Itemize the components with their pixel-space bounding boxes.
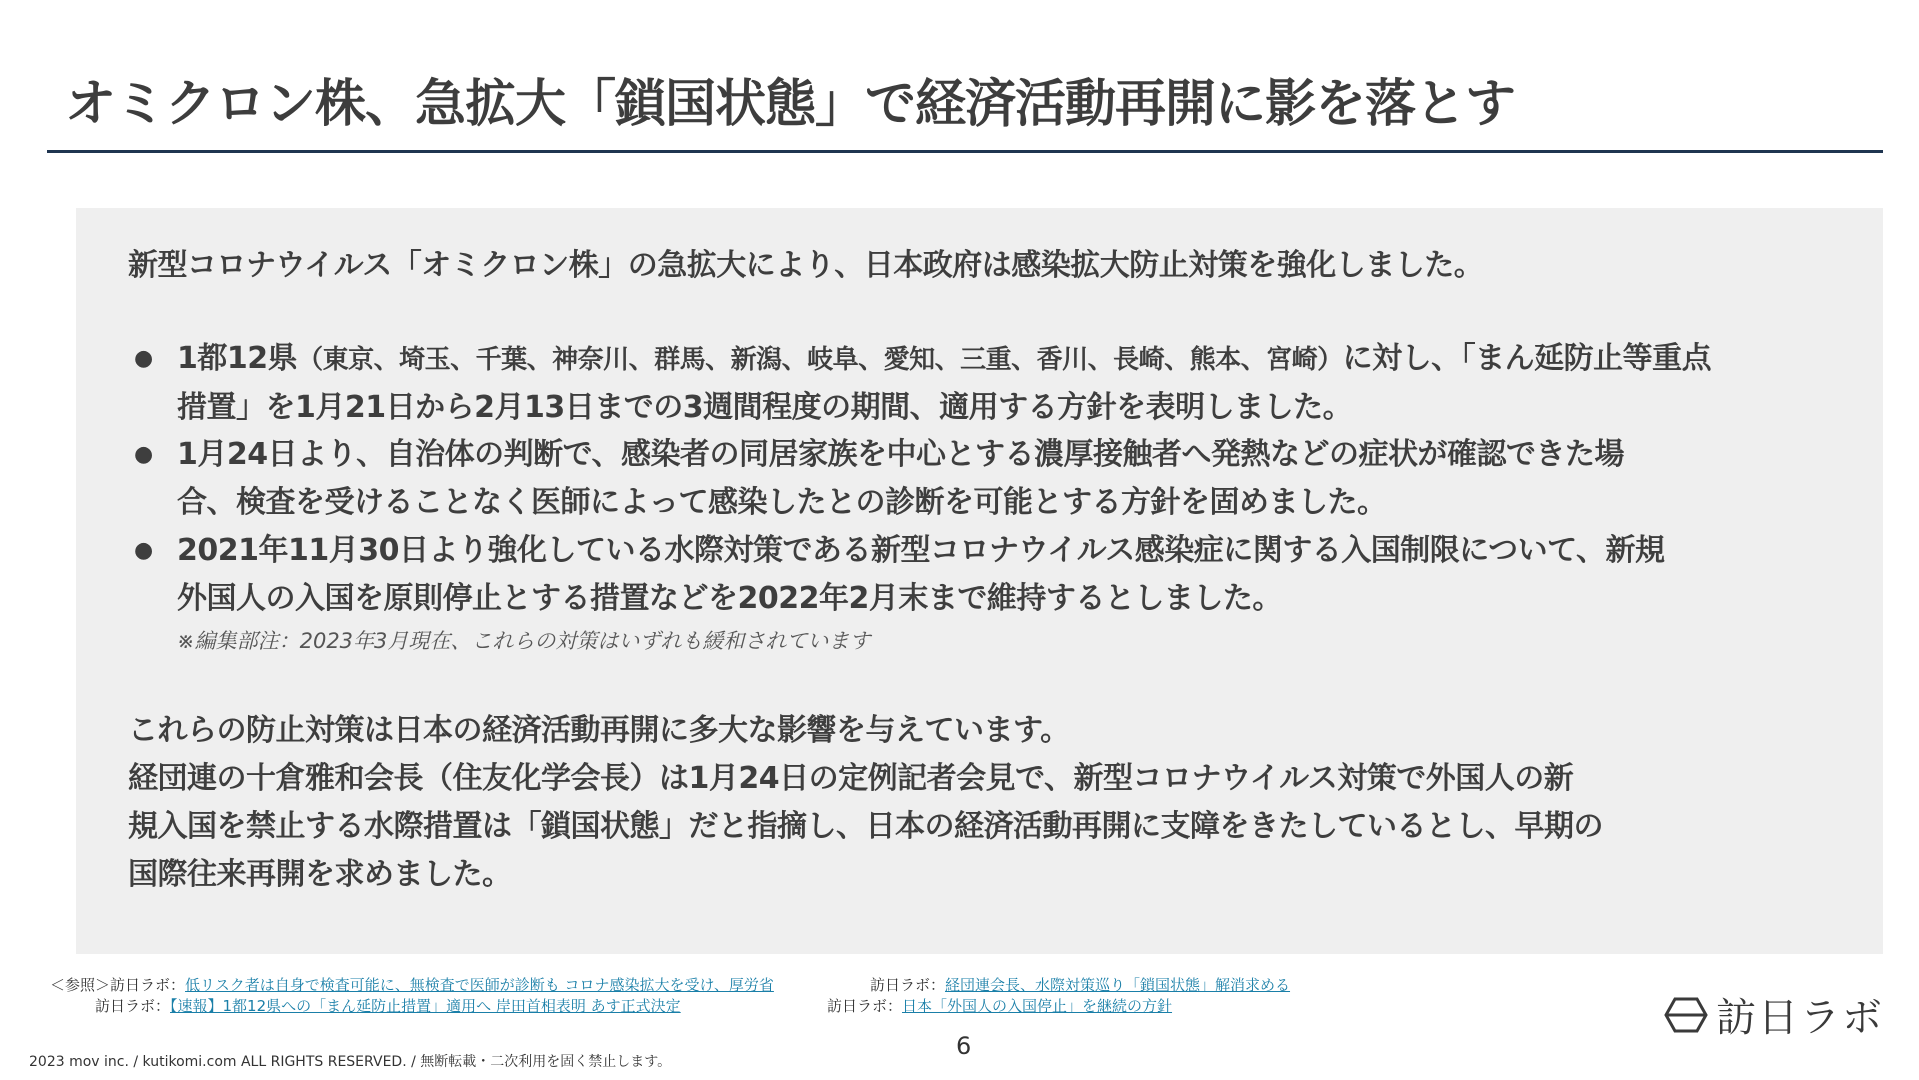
reference-row [870, 974, 1290, 995]
references-heading: ＜参照＞ [50, 976, 111, 994]
editor-note: ※編集部注：2023年3月現在、これらの対策はいずれも緩和されています [177, 629, 871, 653]
intro-text: 新型コロナウイルス「オミクロン株」の急拡大により、日本政府は感染拡大防止対策を強化しました。 [128, 248, 1484, 283]
reference-source: 訪日ラボ： [827, 997, 903, 1015]
reference-row [50, 974, 774, 995]
bullet-dot-icon: ● [134, 538, 153, 563]
list-item-line: 1月24日より、自治体の判断で、感染者の同居家族を中心とする濃厚接触者へ発熱などの症状が確認できた場 [177, 437, 1625, 472]
conclusion-line: これらの防止対策は日本の経済活動再開に多大な影響を与えています。 [128, 713, 1070, 748]
conclusion-paragraph [128, 707, 1603, 899]
list-item [128, 431, 1624, 527]
title-underline [47, 150, 1883, 153]
logo-text: 訪日ラボ [1716, 995, 1884, 1041]
reference-link[interactable]: 経団連会長、水際対策巡り「鎖国状態」解消求める [945, 976, 1291, 994]
page-title: オミクロン株、急拡大「鎖国状態」で経済活動再開に影を落とす [65, 75, 1516, 134]
reference-source: 訪日ラボ： [870, 976, 946, 994]
list-item-line: 1都12県（東京、埼玉、千葉、神奈川、群馬、新潟、岐阜、愛知、三重、香川、長崎、熊本、宮崎）に対し、「まん延防止等重点 [177, 341, 1712, 376]
reference-link[interactable]: 【速報】1都12県への「まん延防止措置」適用へ 岸田首相表明 あす正式決定 [170, 997, 681, 1015]
bullet-dot-icon: ● [134, 442, 153, 467]
list-item-line: 2021年11月30日より強化している水際対策である新型コロナウイルス感染症に関する入国制限について、新規 [177, 533, 1665, 568]
conclusion-line: 経団連の十倉雅和会長（住友化学会長）は1月24日の定例記者会見で、新型コロナウイルス対策で外国人の新 [128, 761, 1574, 796]
conclusion-line: 規入国を禁止する水際措置は「鎖国状態」だと指摘し、日本の経済活動再開に支障をきたしているとし、早期の [128, 809, 1603, 844]
list-item-line: 外国人の入国を原則停止とする措置などを2022年2月末まで維持するとしました。 [177, 581, 1282, 616]
list-item [128, 335, 1711, 432]
reference-source: 訪日ラボ： [110, 976, 186, 994]
hexagon-logo-icon [1664, 997, 1708, 1033]
list-item [128, 527, 1665, 623]
list-item-line: 措置」を1月21日から2月13日までの3週間程度の期間、適用する方針を表明しました。 [177, 390, 1353, 425]
reference-link[interactable]: 日本「外国人の入国停止」を継続の方針 [902, 997, 1173, 1015]
brand-logo [1664, 986, 1884, 1043]
copyright-footer: 2023 mov inc. / kutikomi.com ALL RIGHTS RESERVED. / 無断転載・二次利用を固く禁止します。 [29, 1054, 672, 1070]
conclusion-line: 国際往来再開を求めました。 [128, 857, 512, 892]
reference-row [827, 995, 1172, 1016]
reference-row [95, 995, 681, 1016]
reference-source: 訪日ラボ： [95, 997, 171, 1015]
list-item-line: 合、検査を受けることなく医師によって感染したとの診断を可能とする方針を固めました。 [177, 485, 1387, 520]
bullet-dot-icon: ● [134, 346, 153, 371]
page-number: 6 [956, 1032, 972, 1060]
reference-link[interactable]: 低リスク者は自身で検査可能に、無検査で医師が診断も コロナ感染拡大を受け、厚労省 [185, 976, 774, 994]
